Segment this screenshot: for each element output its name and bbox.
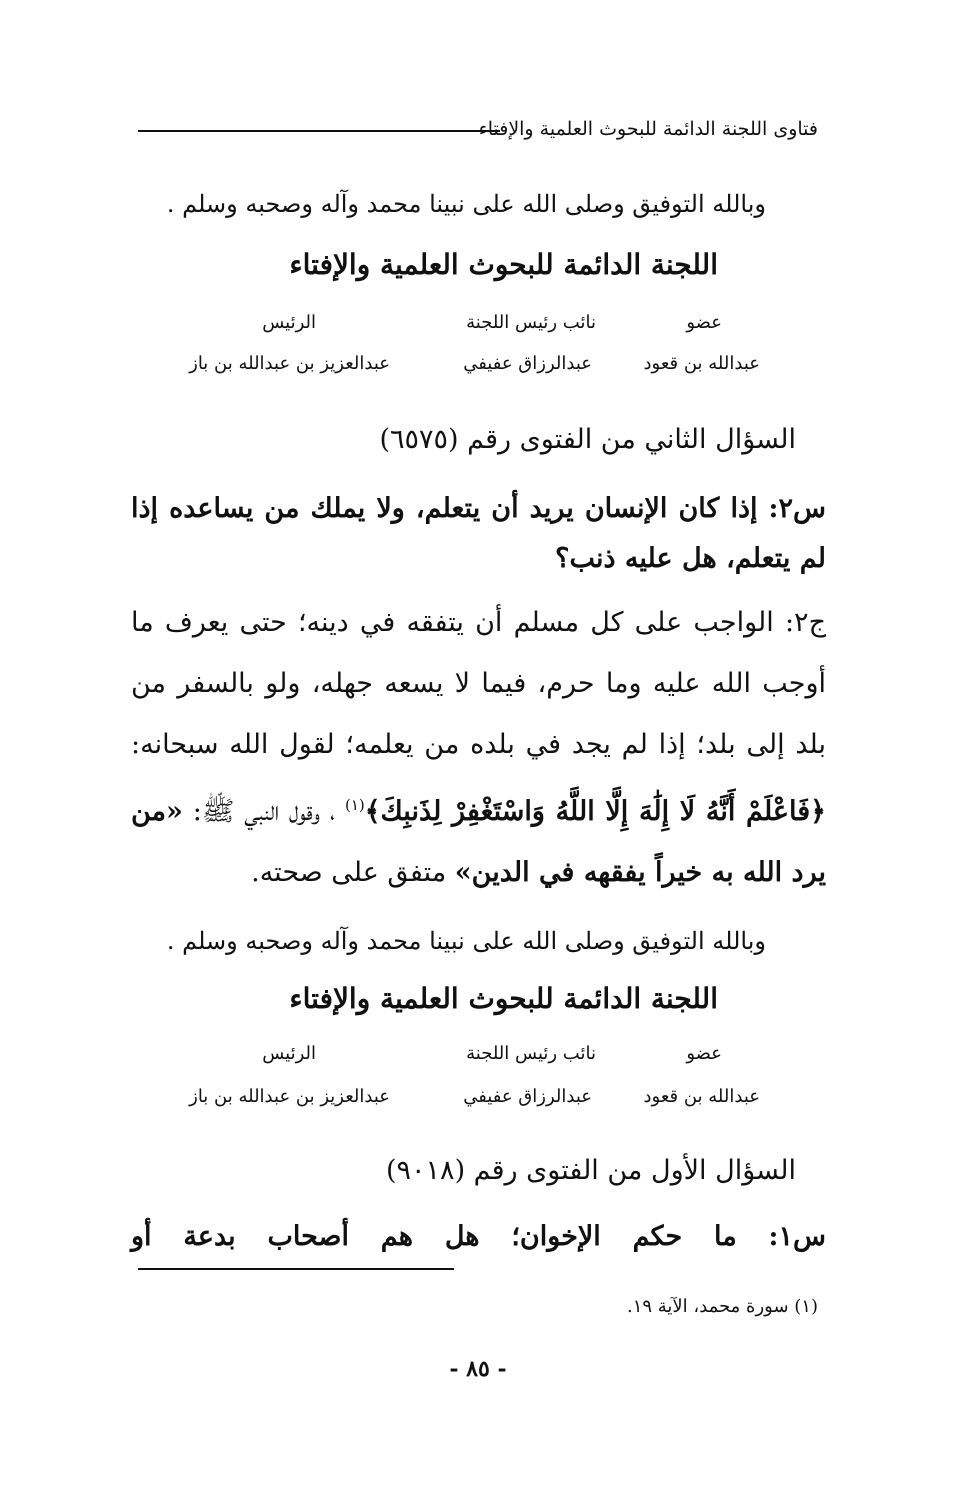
role-chair-1: الرئيس	[262, 312, 316, 333]
name-vice-1: عبدالرزاق عفيفي	[463, 353, 592, 374]
header-rule	[138, 130, 500, 132]
role-chair-2: الرئيس	[262, 1043, 316, 1064]
committee-title-2: اللجنة الدائمة للبحوث العلمية والإفتاء	[289, 982, 718, 1015]
running-header: فتاوى اللجنة الدائمة للبحوث العلمية والإفتاء	[478, 118, 818, 140]
closing-line-2: وبالله التوفيق وصلى الله على نبينا محمد وآله وصحبه وسلم .	[166, 927, 766, 955]
closing-line-1: وبالله التوفيق وصلى الله على نبينا محمد وآله وصحبه وسلم .	[166, 190, 766, 218]
name-vice-2: عبدالرزاق عفيفي	[463, 1086, 592, 1107]
committee-title-1: اللجنة الدائمة للبحوث العلمية والإفتاء	[289, 248, 718, 281]
footnote: (١) سورة محمد، الآية ١٩.	[626, 1296, 818, 1317]
question-1: س١: ما حكم الإخوان؛ هل هم أصحاب بدعة أو	[131, 1221, 826, 1252]
answer-2-text-c: متفق على صحته.	[251, 857, 447, 888]
footnote-reference: (١)	[344, 796, 365, 814]
question-2: س٢: إذا كان الإنسان يريد أن يتعلم، ولا يملك من يساعده إذا لم يتعلم، هل عليه ذنب؟	[131, 493, 826, 574]
fatwa-heading-9018: السؤال الأول من الفتوى رقم (٩٠١٨)	[386, 1155, 796, 1186]
role-vice-2: نائب رئيس اللجنة	[466, 1043, 596, 1064]
role-member-1: عضو	[686, 312, 722, 333]
answer-2	[131, 592, 826, 903]
name-member-1: عبدالله بن قعود	[643, 353, 760, 374]
page-number: - ٨٥ -	[449, 1356, 507, 1382]
answer-2-text-a: ج٢: الواجب على كل مسلم أن يتفقه في دينه؛ حتى يعرف ما أوجب الله عليه وما حرم، فيما لا يسعه جهله، ولو بالسفر من بلد إلى بلد؛ إذا لم يجد في بلده من يعلمه؛ لقول الله سبحانه:	[131, 607, 826, 760]
quran-verse: ﴿فَاعْلَمْ أَنَّهُ لَا إِلَٰهَ إِلَّا اللَّهُ وَاسْتَغْفِرْ لِذَنبِكَ﴾	[364, 796, 826, 827]
footnote-rule	[138, 1268, 454, 1270]
hadith-quote: «من يرد الله به خيراً يفقهه في الدين»	[131, 796, 826, 888]
name-chair-1: عبدالعزيز بن عبدالله بن باز	[189, 353, 390, 374]
answer-2-text-b: ، وقول النبي ﷺ:	[192, 796, 336, 827]
role-vice-1: نائب رئيس اللجنة	[466, 312, 596, 333]
fatwa-heading-6575: السؤال الثاني من الفتوى رقم (٦٥٧٥)	[379, 424, 796, 455]
name-member-2: عبدالله بن قعود	[643, 1086, 760, 1107]
name-chair-2: عبدالعزيز بن عبدالله بن باز	[189, 1086, 390, 1107]
role-member-2: عضو	[686, 1043, 722, 1064]
